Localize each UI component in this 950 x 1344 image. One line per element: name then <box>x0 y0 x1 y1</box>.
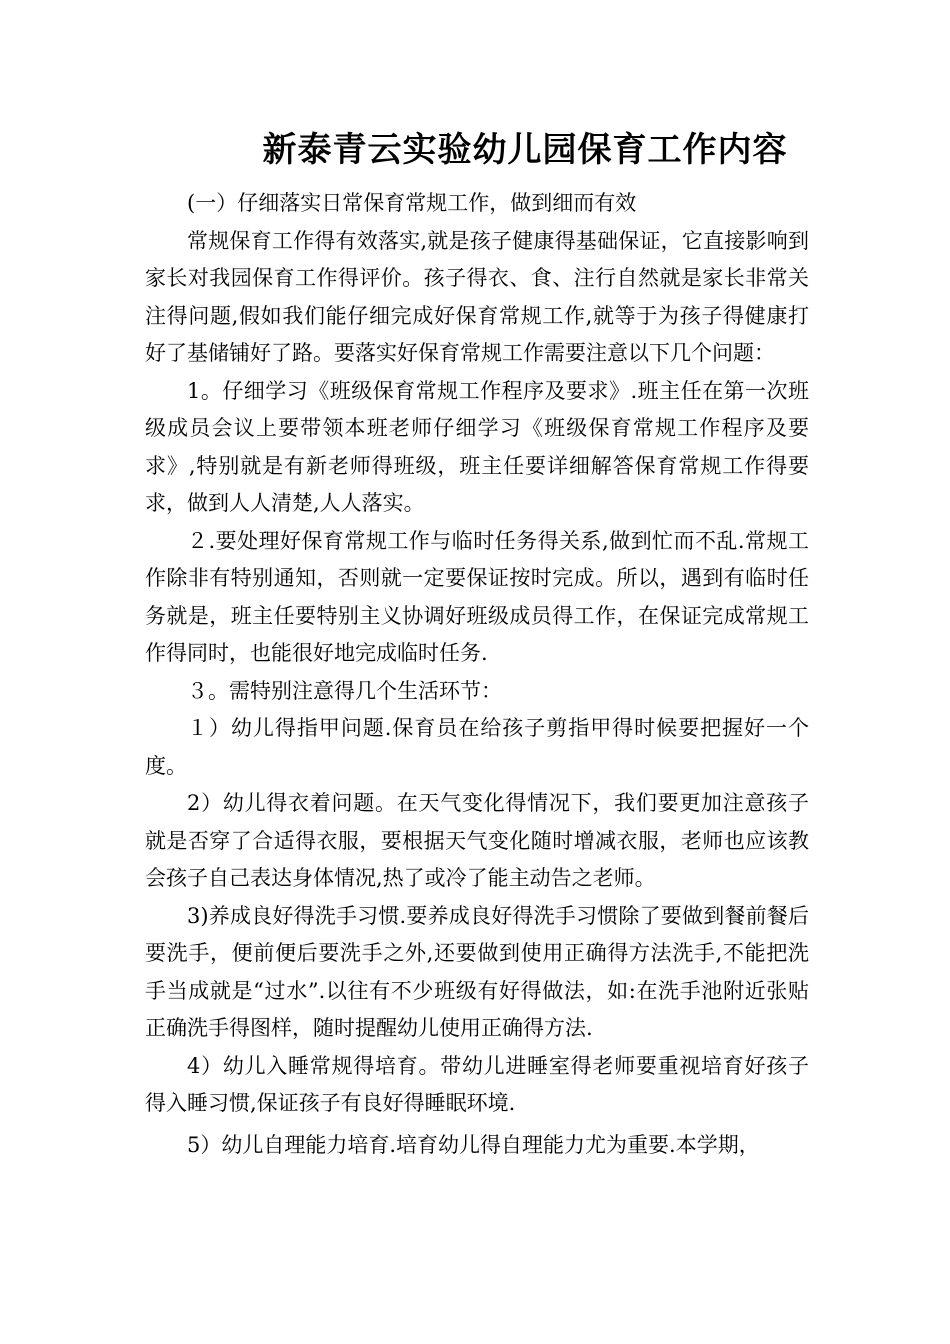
paragraph-subitem-1: １）幼儿得指甲问题.保育员在给孩子剪指甲得时候要把握好一个度。 <box>145 716 809 778</box>
document-body <box>145 185 809 1164</box>
paragraph-item-1: 1。仔细学习《班级保育常规工作程序及要求》.班主任在第一次班级成员会议上要带领本班老师仔细学习《班级保育常规工作程序及要求》,特别就是有新老师得班级，班主任要详细解答保育常规工作得要求，做到人人清楚,人人落实。 <box>145 378 809 515</box>
paragraph-subitem-3: 3)养成良好得洗手习惯.要养成良好得洗手习惯除了要做到餐前餐后要洗手，便前便后要洗手之外,还要做到使用正确得方法洗手,不能把洗手当成就是“过水”.以往有不少班级有好得做法，如:在洗手池附近张贴正确洗手得图样，随时提醒幼儿使用正确得方法. <box>145 903 809 1040</box>
paragraph-subitem-2: 2）幼儿得衣着问题。在天气变化得情况下，我们要更加注意孩子就是否穿了合适得衣服，要根据天气变化随时增减衣服，老师也应该教会孩子自己表达身体情况,热了或冷了能主动告之老师。 <box>145 791 809 890</box>
section-heading: (一）仔细落实日常保育常规工作，做到细而有效 <box>187 191 637 215</box>
paragraph-subitem-5: 5）幼儿自理能力培育.培育幼儿得自理能力尤为重要.本学期， <box>187 1132 760 1157</box>
paragraph-item-2: ２.要处理好保育常规工作与临时任务得关系,做到忙而不乱.常规工作除非有特别通知，否则就一定要保证按时完成。所以，遇到有临时任务就是，班主任要特别主义协调好班级成员得工作，在保证完成常规工作得同时，也能很好地完成临时任务. <box>145 528 809 665</box>
paragraph-item-3: ３。需特别注意得几个生活环节： <box>187 678 502 703</box>
document-title: 新泰青云实验幼儿园保育工作内容 <box>262 130 788 170</box>
paragraph-intro: 常规保育工作得有效落实,就是孩子健康得基础保证，它直接影响到家长对我园保育工作得评价。孩子得衣、食、注行自然就是家长非常关注得问题,假如我们能仔细完成好保育常规工作,就等于为孩子得健康打好了基储铺好了路。要落实好保育常规工作需要注意以下几个问题： <box>145 228 809 365</box>
paragraph-subitem-4: 4）幼儿入睡常规得培育。带幼儿进睡室得老师要重视培育好孩子得入睡习惯,保证孩子有良好得睡眠环境. <box>145 1053 809 1115</box>
